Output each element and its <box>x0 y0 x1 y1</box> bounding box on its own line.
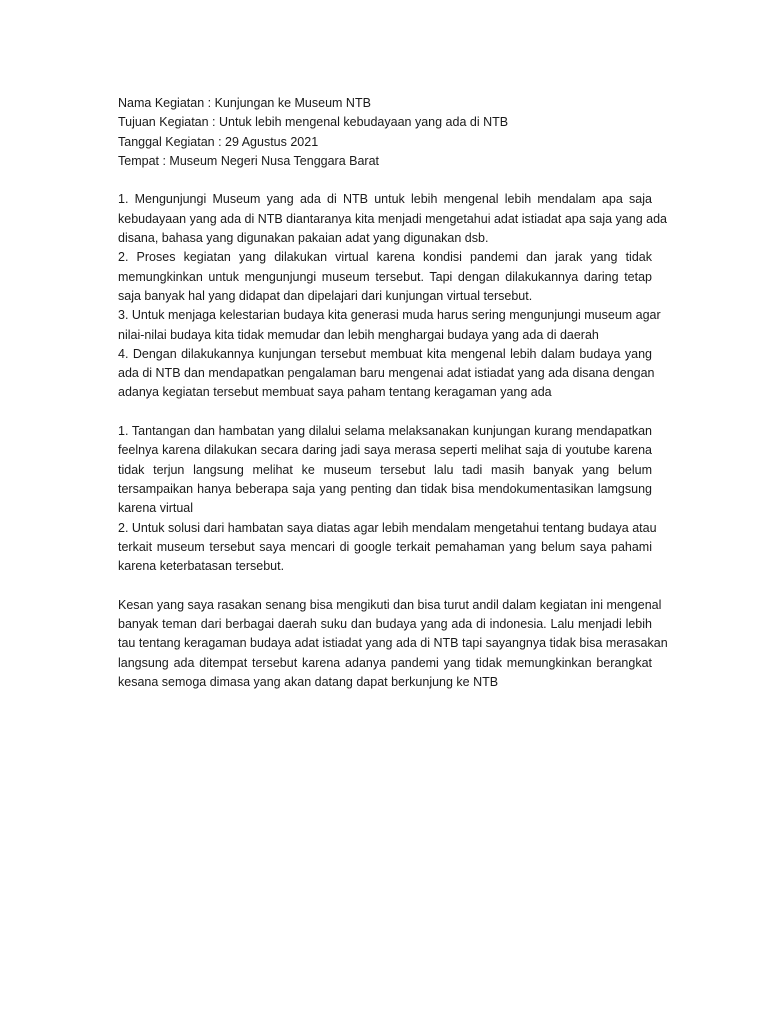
text-line: kebudayaan yang ada di NTB diantaranya kita menjadi mengetahui adat istiadat apa saja yang ada <box>118 211 667 226</box>
text-line: ada di NTB dan mendapatkan pengalaman baru mengenai adat istiadat yang ada disana dengan <box>118 366 655 381</box>
text-line: tau tentang keragaman budaya adat istiadat yang ada di NTB tapi sayangnya tidak bisa merasakan <box>118 636 668 651</box>
text-line: memungkinkan untuk mengunjungi museum tersebut. Tapi dengan dilakukannya daring tetap <box>118 269 652 284</box>
text-line: karena virtual <box>118 501 194 516</box>
text-line: feelnya karena dilakukan secara daring jadi saya merasa seperti melihat saja di youtube karena <box>118 443 652 458</box>
text-line: nilai-nilai budaya kita tidak memudar dan lebih menghargai budaya yang ada di daerah <box>118 327 599 342</box>
section1-paragraph-2 <box>118 248 652 306</box>
text-line: terkait museum tersebut saya mencari di google terkait pemahaman yang belum saya pahami <box>118 539 652 554</box>
section2-paragraph-1 <box>118 422 652 518</box>
document-page <box>118 94 668 692</box>
text-line: adanya kegiatan tersebut membuat saya paham tentang keragaman yang ada <box>118 385 552 400</box>
text-line: kesana semoga dimasa yang akan datang dapat berkunjung ke NTB <box>118 674 499 689</box>
paragraph-spacer <box>118 171 652 190</box>
text-line: 4. Dengan dilakukannya kunjungan tersebut membuat kita mengenal lebih dalam budaya yang <box>118 346 652 361</box>
tujuan-kegiatan: Tujuan Kegiatan : Untuk lebih mengenal kebudayaan yang ada di NTB <box>118 115 509 130</box>
text-line: 2. Proses kegiatan yang dilakukan virtual karena kondisi pandemi dan jarak yang tidak <box>118 250 652 265</box>
section1-paragraph-1 <box>118 190 667 248</box>
text-line: tidak terjun langsung melihat ke museum tersebut lalu tadi masih banyak yang belum <box>118 462 652 477</box>
text-line: langsung ada ditempat tersebut karena adanya pandemi yang tidak memungkinkan berangkat <box>118 655 652 670</box>
section1-paragraph-4 <box>118 345 655 403</box>
text-line: banyak teman dari berbagai daerah suku dan budaya yang ada di indonesia. Lalu menjadi lebih <box>118 617 652 632</box>
text-line: saja banyak hal yang didapat dan dipelajari dari kunjungan virtual tersebut. <box>118 288 533 303</box>
section3-paragraph-1 <box>118 596 668 692</box>
tanggal-kegiatan: Tanggal Kegiatan : 29 Agustus 2021 <box>118 134 319 149</box>
text-line: 1. Mengunjungi Museum yang ada di NTB untuk lebih mengenal lebih mendalam apa saja <box>118 192 652 207</box>
text-line: karena keterbatasan tersebut. <box>118 559 285 574</box>
tempat-kegiatan: Tempat : Museum Negeri Nusa Tenggara Barat <box>118 153 380 168</box>
text-line: tersampaikan hanya beberapa saja yang penting dan tidak bisa mendokumentasikan lamgsung <box>118 481 652 496</box>
paragraph-spacer <box>118 576 652 595</box>
text-line: 3. Untuk menjaga kelestarian budaya kita generasi muda harus sering mengunjungi museum agar <box>118 308 661 323</box>
section2-paragraph-2 <box>118 519 657 577</box>
nama-kegiatan: Nama Kegiatan : Kunjungan ke Museum NTB <box>118 96 371 110</box>
paragraph-spacer <box>118 403 652 422</box>
text-line: 1. Tantangan dan hambatan yang dilalui selama melaksanakan kunjungan kurang mendapatkan <box>118 424 652 439</box>
section1-paragraph-3 <box>118 306 661 345</box>
text-line: Kesan yang saya rasakan senang bisa mengikuti dan bisa turut andil dalam kegiatan ini mengenal <box>118 597 662 612</box>
text-line: 2. Untuk solusi dari hambatan saya diatas agar lebih mendalam mengetahui tentang budaya atau <box>118 520 657 535</box>
text-line: disana, bahasa yang digunakan pakaian adat yang digunakan dsb. <box>118 231 489 246</box>
